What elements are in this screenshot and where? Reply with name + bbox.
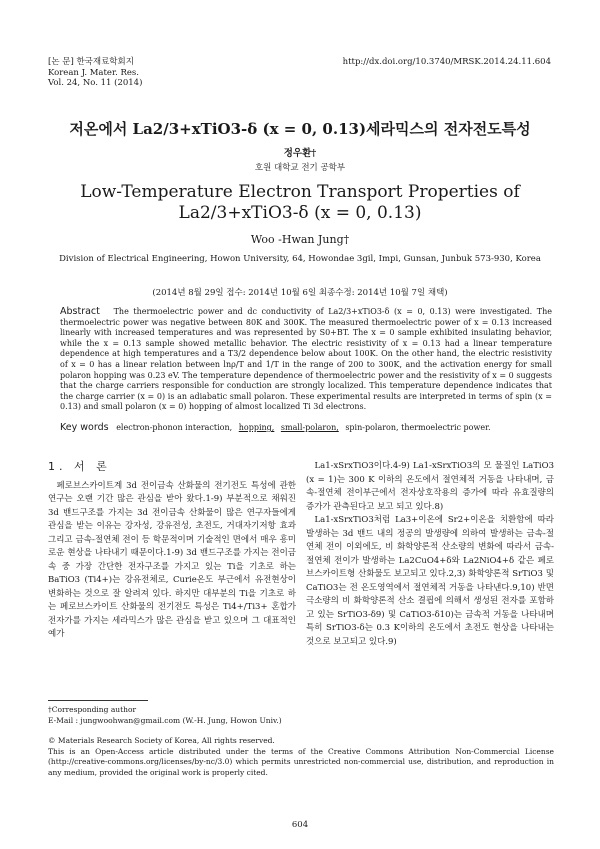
affiliation-korean: 호원 대학교 전기 공학부	[254, 163, 346, 173]
author-english: Woo -Hwan Jung†	[250, 233, 350, 246]
body-column-left	[48, 460, 296, 642]
keyword-item: spin-polaron, thermoelectric power.	[345, 423, 491, 432]
email-note: E-Mail : jungwoohwan@gmail.com (W.-H. Jung, Howon Univ.)	[48, 715, 282, 725]
license-note: This is an Open-Access article distributed under the terms of the Creative Commons Attribution Non-Commercial License (http://creative-commons.org/licenses/by-nc/3.0) which permits unrestricted non-commercial use, distribution, and reproduction in any medium, provided the original work is properly cited.	[48, 746, 554, 777]
affiliation-english: Division of Electrical Engineering, Howon University, 64, Howondae 3gil, Impi, Gunsan, Junbuk 573-930, Korea	[59, 254, 541, 264]
abstract-label: Abstract	[60, 306, 100, 317]
footnote-divider	[48, 700, 148, 701]
journal-volume: Vol. 24, No. 11 (2014)	[48, 78, 143, 88]
body-paragraph: La1-xSrxTiO3처럼 La3+이온에 Sr2+이온을 치환함에 따라 발생하는 3d 밴드 내의 정공의 발생량에 의하여 발생하는 금속-절연체 전이 이외에도, 비 화학양론적 산소량의 변화에 따라서 금속-절연체 전이가 발생하는 La2CuO4+δ와 La2NiO4+δ 같은 페로브스카이트형 산화물도 보고되고 있다.2,3) 화학양론적 SrTiO3 및 CaTiO3는 전 온도영역에서 절연체적 거동을 나타낸다.9,10) 반면 극소량의 비 화학양론적 산소 결핍에 의해서 생성된 전자를 포함하고 있는 SrTiO3-δ9) 및 CaTiO3-δ10)는 금속적 거동을 나타내며 특히 SrTiO3-δ는 0.3 K이하의 온도에서 초전도 현상을 나타내는 것으로 보고되고 있다.9)	[306, 515, 554, 647]
title-korean: 저온에서 La2/3+xTiO3-δ (x = 0, 0.13)세라믹스의 전자전도특성	[69, 120, 531, 138]
keyword-item: electron-phonon interaction,	[116, 423, 233, 432]
section-heading: 1. 서 론	[48, 460, 111, 473]
doi-link[interactable]: http://dx.doi.org/10.3740/MRSK.2014.24.11.604	[342, 57, 551, 67]
body-paragraph: 페로브스카이트계 3d 전이금속 산화물의 전기전도 특성에 관한 연구는 오랜 기간 많은 관심을 받아 왔다.1-9) 부분적으로 채워진 3d 밴드구조를 가지는 3d 전이금속 산화물이 많은 연구자들에게 관심을 받는 이유는 강자성, 강유전성, 초전도, 거대자기저항 효과 그리고 금속-절연체 전이 등 학문적이며 기술적인 면에서 매우 흥미로운 현상을 나타내기 때문이다.1-9) 3d 밴드구조를 가지는 전이금속 중 가장 간단한 전자구조를 가지고 있는 Ti을 기초로 하는 BaTiO3 (Ti4+)는 강유전체로, Curie온도 부근에서 유전현상이 변화하는 것으로 잘 알려져 있다. 하지만 대부분의 Ti을 기초로 하는 페로브스카이트 산화물의 전기전도 특성은 Ti4+/Ti3+ 혼합가전자가를 가지는 세라믹스가 많은 관심을 받고 있으며 그 대표적인 예가	[48, 480, 296, 639]
title-english-line1: Low-Temperature Electron Transport Properties of	[80, 182, 520, 202]
body-paragraph: La1-xSrxTiO3이다.4-9) La1-xSrxTiO3의 모 물질인 LaTiO3 (x = 1)는 300 K 이하의 온도에서 절연체적 거동을 나타내며, 금속-절연체 전이부근에서 전자상호작용의 증가에 따라 유효질량의 증가가 관측된다고 보고 되고 있다.8)	[306, 461, 554, 512]
keywords	[60, 422, 552, 433]
page-number: 604	[291, 820, 309, 830]
journal-header	[48, 57, 142, 89]
keyword-item[interactable]: small-polaron,	[280, 423, 339, 432]
copyright-note: © Materials Research Society of Korea, All rights reserved.	[48, 736, 275, 745]
corresponding-author-note: †Corresponding author	[48, 705, 137, 714]
received-dates: (2014년 8월 29일 접수: 2014년 10월 6일 최종수정: 2014년 10월 7일 채택)	[152, 288, 448, 298]
journal-name: Korean J. Mater. Res.	[48, 67, 139, 78]
title-english	[0, 182, 600, 224]
footnotes	[48, 705, 554, 778]
keyword-item[interactable]: hopping,	[238, 423, 275, 432]
abstract	[60, 307, 552, 413]
body-column-right	[306, 460, 554, 649]
author-korean: 정우환†	[283, 148, 317, 159]
journal-category: [논 문] 한국재료학회지	[48, 57, 134, 67]
keywords-label: Key words	[60, 422, 109, 433]
abstract-text: The thermoelectric power and dc conductivity of La2/3+xTiO3-δ (x = 0, 0.13) were investigated. The thermoelectric power was negative between 80K and 300K. The measured thermoelectric power of x = 0.13 increased linearly with increased temperatures and was represented by S0+BT. The x = 0 sample exhibited insulating behavior, while the x = 0.13 sample showed metallic behavior. The electric resistivity of x = 0.13 had a linear temperature dependence at high temperatures and a T3/2 dependence below about 100K. On the other hand, the electric resistivity of x = 0 has a linear relation between lnρ/T and 1/T in the range of 200 to 300K, and the activation energy for small polaron hopping was 0.23 eV. The temperature dependence of thermoelectric power and the resistivity of x = 0 suggests that the charge carriers responsible for conduction are strongly localized. This temperature dependence indicates that the charge carrier (x = 0) is an adiabatic small polaron. These experimental results are interpreted in terms of spin (x = 0.13) and small polaron (x = 0) hopping of almost localized Ti 3d electrons.	[60, 307, 552, 412]
title-english-line2: La2/3+xTiO3-δ (x = 0, 0.13)	[178, 203, 422, 223]
